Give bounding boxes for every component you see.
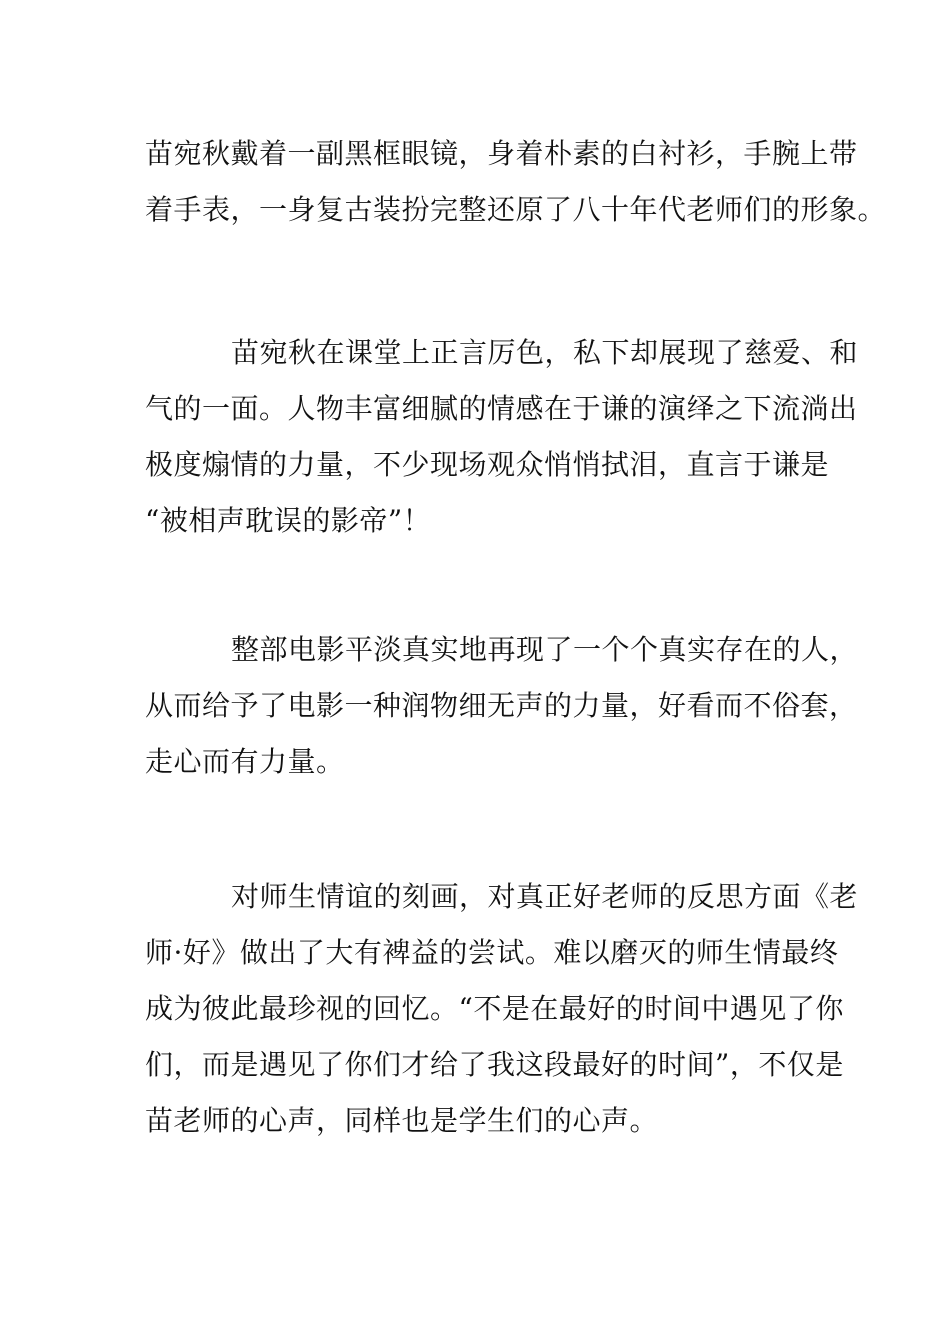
paragraph-3 — [145, 622, 859, 790]
paragraph-line: 苗宛秋戴着一副黑框眼镜，身着朴素的白衬衫，手腕上带 — [145, 137, 858, 170]
paragraph-line: 对师生情谊的刻画，对真正好老师的反思方面《老 — [231, 880, 859, 913]
paragraph-line: 师·好》做出了大有裨益的尝试。难以磨灭的师生情最终 — [145, 936, 839, 969]
paragraph-line: 从而给予了电影一种润物细无声的力量，好看而不俗套， — [145, 689, 858, 722]
paragraph-line: 着手表，一身复古装扮完整还原了八十年代老师们的形象。 — [145, 193, 887, 226]
paragraph-4 — [145, 869, 859, 1149]
paragraph-line: “被相声耽误的影帝”！ — [145, 504, 432, 537]
paragraph-line: 整部电影平淡真实地再现了一个个真实存在的人， — [231, 633, 859, 666]
paragraph-line: 走心而有力量。 — [145, 745, 345, 778]
paragraph-line: 极度煽情的力量，不少现场观众悄悄拭泪，直言于谦是 — [145, 448, 830, 481]
paragraph-1 — [145, 126, 887, 238]
paragraph-2 — [145, 325, 859, 549]
paragraph-line: 苗老师的心声，同样也是学生们的心声。 — [145, 1104, 659, 1137]
paragraph-line: 成为彼此最珍视的回忆。“不是在最好的时间中遇见了你 — [145, 992, 844, 1025]
paragraph-line: 气的一面。人物丰富细腻的情感在于谦的演绎之下流淌出 — [145, 392, 858, 425]
paragraph-line: 们，而是遇见了你们才给了我这段最好的时间”，不仅是 — [145, 1048, 844, 1081]
paragraph-line: 苗宛秋在课堂上正言厉色，私下却展现了慈爱、和 — [231, 336, 859, 369]
